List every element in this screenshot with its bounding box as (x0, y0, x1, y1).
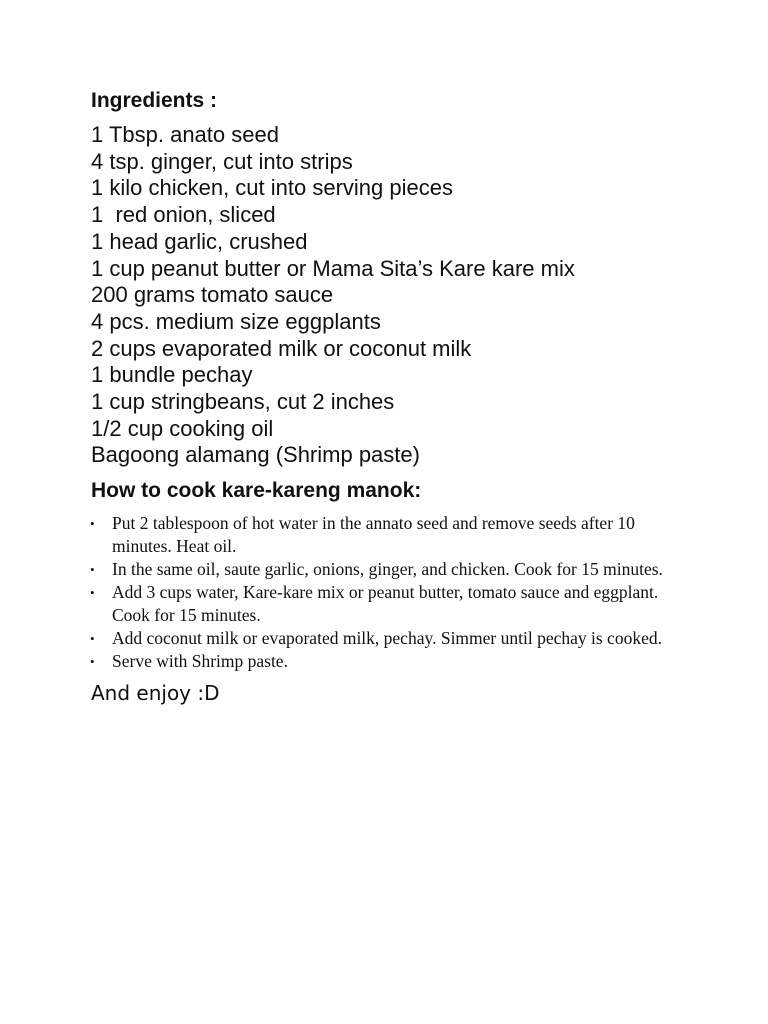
step-text: Serve with Shrimp paste. (112, 651, 288, 672)
ingredient-item: 4 pcs. medium size eggplants (91, 308, 381, 334)
ingredient-item: 1 cup peanut butter or Mama Sita’s Kare kare mix (91, 255, 575, 281)
ingredient-item: 1/2 cup cooking oil (91, 415, 274, 441)
ingredient-item: 4 tsp. ginger, cut into strips (91, 148, 353, 174)
bullet-icon: • (90, 562, 95, 578)
instruction-step (91, 512, 672, 558)
step-text: Add coconut milk or evaporated milk, pechay. Simmer until pechay is cooked. (112, 628, 662, 649)
instruction-list (91, 512, 691, 673)
ingredient-item: 1 kilo chicken, cut into serving pieces (91, 175, 453, 201)
bullet-icon: • (90, 585, 95, 601)
bullet-icon: • (90, 654, 95, 670)
instructions-heading: How to cook kare-kareng manok: (91, 479, 422, 503)
ingredient-item: 1 red onion, sliced (91, 202, 276, 228)
ingredient-item: 1 head garlic, crushed (91, 228, 308, 254)
step-text: Put 2 tablespoon of hot water in the annato seed and remove seeds after 10 minutes. Heat oil. (112, 513, 635, 557)
instruction-step (91, 650, 672, 673)
bullet-icon: • (90, 516, 95, 532)
instruction-step (91, 558, 672, 581)
step-text: In the same oil, saute garlic, onions, ginger, and chicken. Cook for 15 minutes. (112, 559, 663, 580)
ingredient-item: Bagoong alamang (Shrimp paste) (91, 442, 420, 468)
ingredient-item: 200 grams tomato sauce (91, 282, 334, 308)
ingredients-heading: Ingredients : (91, 89, 218, 112)
ingredient-item: 1 bundle pechay (91, 362, 253, 388)
instruction-step (91, 581, 672, 627)
ingredient-item: 2 cups evaporated milk or coconut milk (91, 335, 472, 361)
step-text: Add 3 cups water, Kare-kare mix or peanut butter, tomato sauce and eggplant. Cook for 15 minutes. (112, 582, 659, 626)
instruction-step (91, 627, 672, 650)
bullet-icon: • (90, 631, 95, 647)
recipe-document (91, 88, 691, 706)
ingredient-list (91, 122, 691, 469)
ingredient-item: 1 cup stringbeans, cut 2 inches (91, 389, 395, 415)
ingredient-item: 1 Tbsp. anato seed (91, 122, 279, 147)
closing-text: And enjoy :D (91, 681, 220, 706)
